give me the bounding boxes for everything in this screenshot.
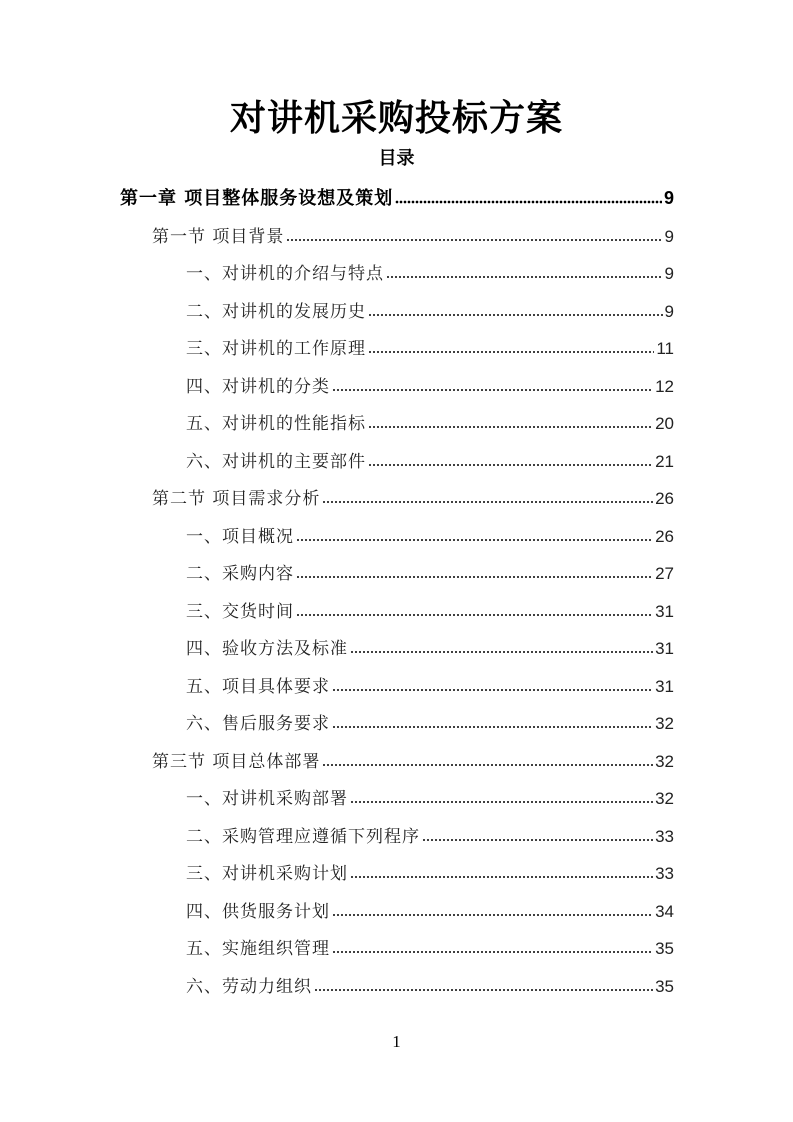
toc-entry-page: 20 (655, 414, 674, 433)
toc-item-entry[interactable] (120, 855, 674, 893)
toc-entry-page: 35 (655, 976, 674, 996)
toc-entry-page: 32 (655, 714, 674, 733)
toc-entry-title: 六、劳动力组织 (186, 976, 312, 997)
dot-leader (314, 988, 653, 992)
toc-item-entry[interactable] (120, 780, 674, 818)
toc-entry-title: 四、验收方法及标准 (186, 639, 348, 659)
toc-entry-title: 五、实施组织管理 (186, 939, 330, 959)
toc-entry-page: 35 (655, 939, 674, 958)
toc-entry-title: 三、对讲机的工作原理 (186, 339, 366, 359)
toc-item-entry[interactable] (120, 668, 674, 706)
toc-item-entry[interactable] (120, 255, 674, 293)
toc-item-entry[interactable] (120, 293, 674, 331)
toc-item-entry[interactable] (120, 593, 674, 631)
toc-entry-title: 一、项目概况 (186, 526, 294, 547)
toc-entry-page: 9 (663, 188, 674, 208)
toc-section-entry[interactable] (120, 743, 674, 781)
toc-heading: 目录 (378, 148, 415, 169)
dot-leader (322, 763, 653, 767)
dot-leader (296, 613, 653, 617)
toc-entry-title: 六、售后服务要求 (186, 714, 330, 734)
toc-entry-page: 11 (656, 339, 674, 358)
toc-entry-title: 五、项目具体要求 (186, 676, 330, 697)
toc-entry-title: 第一节 项目背景 (152, 226, 285, 247)
dot-leader (332, 688, 653, 692)
toc-item-entry[interactable] (120, 555, 674, 593)
toc-entry-page: 27 (655, 564, 674, 583)
toc-entry-title: 第二节 项目需求分析 (152, 489, 321, 509)
dot-leader (296, 575, 653, 579)
toc-entry-page: 9 (664, 264, 674, 283)
toc-entry-title: 五、对讲机的性能指标 (186, 414, 366, 434)
dot-leader (395, 200, 662, 204)
dot-leader (322, 500, 653, 504)
dot-leader (286, 238, 662, 242)
dot-leader (332, 725, 653, 729)
toc-entry-title: 第三节 项目总体部署 (152, 751, 321, 772)
toc-entry-title: 第一章 项目整体服务设想及策划 (120, 188, 394, 209)
toc-item-entry[interactable] (120, 818, 674, 856)
dot-leader (368, 425, 653, 429)
toc-entry-title: 三、交货时间 (186, 601, 294, 622)
toc-item-entry[interactable] (120, 630, 674, 668)
dot-leader (332, 950, 653, 954)
toc-entry-page: 31 (655, 601, 674, 621)
toc-section-entry[interactable] (120, 218, 674, 256)
toc-entry-page: 32 (655, 751, 674, 771)
page-number: 1 (392, 1032, 401, 1051)
toc-entry-title: 三、对讲机采购计划 (186, 864, 348, 884)
toc-entry-page: 12 (655, 376, 674, 396)
toc-entry-title: 六、对讲机的主要部件 (186, 451, 366, 472)
toc-section-entry[interactable] (120, 480, 674, 518)
toc-entry-page: 33 (655, 864, 674, 883)
toc-item-entry[interactable] (120, 518, 674, 556)
toc-entry-page: 21 (655, 451, 674, 471)
toc-entry-title: 二、对讲机的发展历史 (186, 301, 366, 322)
document-title: 对讲机采购投标方案 (229, 98, 563, 139)
dot-leader (368, 350, 654, 354)
table-of-contents (120, 180, 674, 1005)
toc-item-entry[interactable] (120, 330, 674, 368)
toc-entry-page: 33 (655, 826, 674, 846)
toc-entry-page: 31 (655, 639, 674, 658)
dot-leader (296, 538, 653, 542)
toc-entry-page: 32 (655, 789, 674, 808)
toc-item-entry[interactable] (120, 893, 674, 931)
dot-leader (350, 875, 653, 879)
dot-leader (332, 388, 653, 392)
toc-entry-title: 二、采购管理应遵循下列程序 (186, 826, 420, 847)
dot-leader (332, 913, 653, 917)
toc-item-entry[interactable] (120, 368, 674, 406)
dot-leader (422, 838, 653, 842)
toc-chapter-entry[interactable] (120, 180, 674, 218)
toc-entry-page: 26 (655, 489, 674, 508)
toc-item-entry[interactable] (120, 443, 674, 481)
dot-leader (368, 463, 653, 467)
toc-item-entry[interactable] (120, 968, 674, 1006)
toc-entry-title: 二、采购内容 (186, 564, 294, 584)
toc-entry-title: 一、对讲机的介绍与特点 (186, 264, 384, 284)
toc-entry-page: 34 (655, 901, 674, 921)
toc-entry-page: 9 (664, 301, 674, 321)
dot-leader (350, 800, 653, 804)
dot-leader (368, 313, 663, 317)
toc-item-entry[interactable] (120, 405, 674, 443)
toc-entry-title: 四、供货服务计划 (186, 901, 330, 922)
toc-entry-title: 一、对讲机采购部署 (186, 789, 348, 809)
toc-entry-page: 31 (655, 676, 674, 696)
toc-entry-title: 四、对讲机的分类 (186, 376, 330, 397)
dot-leader (386, 275, 663, 279)
toc-entry-page: 9 (664, 226, 674, 246)
toc-entry-page: 26 (655, 526, 674, 546)
toc-item-entry[interactable] (120, 930, 674, 968)
dot-leader (350, 650, 653, 654)
toc-item-entry[interactable] (120, 705, 674, 743)
